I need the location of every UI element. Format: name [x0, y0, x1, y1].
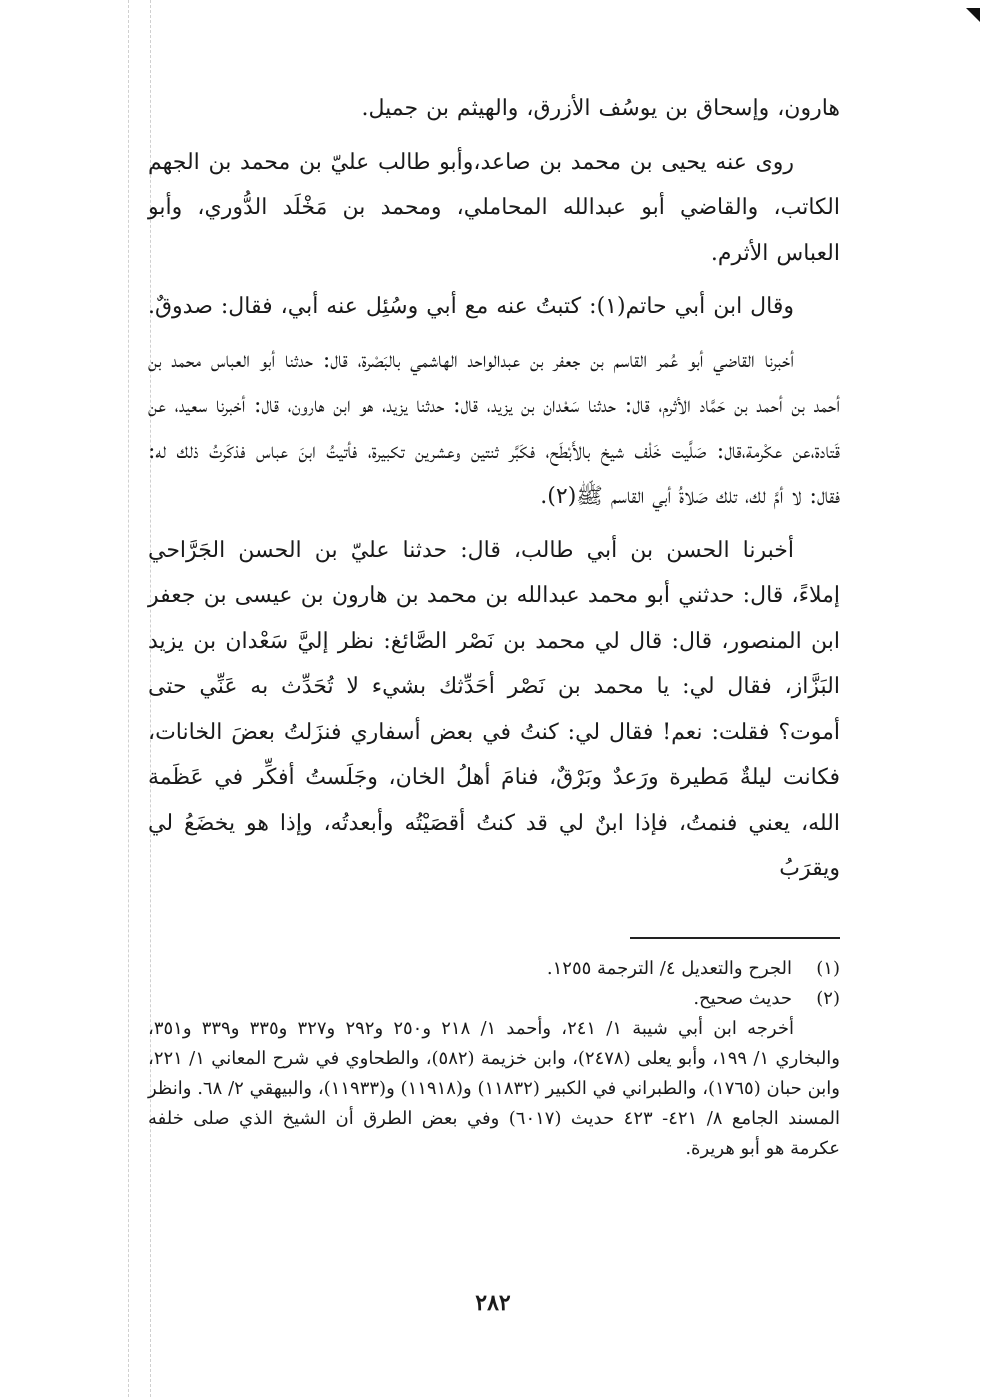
footnote-separator	[630, 937, 840, 939]
corner-marker	[966, 8, 980, 22]
paragraph-5: أخبرنا الحسن بن أبي طالب، قال: حدثنا عليّ بن الحسن الجَرَّاحي إملاءً، قال: حدثني أبو محمد عبدالله بن محمد بن هارون بن عيسى بن جعفر ابن المنصور، قال: قال لي محمد بن نَصْر الصَّائغ: نظر إليَّ سَعْدان بن يزيد البَزَّاز، فقال لي: يا محمد بن نَصْر أحَدِّثك بشيء لا تُحَدِّث به عَنِّي حتى أموت؟ فقلت: نعم! فقال لي: كنتُ في بعض أسفاري فنزَلتُ بعضَ الخانات، فكانت ليلةٌ مَطيرة ورَعدٌ وبَرْقٌ، فنامَ أهلُ الخان، وجَلَستُ أفكِّر في عَظَمة الله، يعني فنمتُ، فإذا ابنٌ لي قد كنتُ أقصَيْتُه وأبعدتُه، وإذا هو يخضَعُ لي ويقرَبُ	[148, 537, 840, 881]
footnote-text: حديث صحيح.	[693, 988, 792, 1009]
paragraph-4: أخبرنا القاضي أبو عُمر القاسم بن جعفر بن عبدالواحد الهاشمي بالبَصْرة، قال: حدثنا أبو العباس محمد بن أحمد بن أحمد بن حَمَّاد الأثرم، قال: حدثنا سَعْدان بن يزيد، قال: حدثنا يزيد، هو ابن هارون، قال: أخبرنا سعيد، عن قَتادة،عن عكْرمة،قال: صَلَّيت خَلْف شيخ بالأَبْطَح، فكَبَّر ثنتين وعشرين تكبيرة، فأتيتُ ابنَ عباس فذكَرتُ ذلك له: فقال: لا أمَّ لك، تلك صَلاةُ أبي القاسم ﷺ(٢).	[148, 347, 840, 509]
paragraph-3: وقال ابن أبي حاتم(١): كتبتُ عنه مع أبي وسُئِل عنه أبي، فقال: صدوقٌ.	[147, 294, 794, 319]
footnote-2-body: أخرجه ابن أبي شيبة ١/ ٢٤١، وأحمد ١/ ٢١٨ و٢٥٠ و٢٩٢ و٣٢٧ و٣٣٥ و٣٣٩ و٣٥١، والبخاري ١/ ١٩٩، وأبو يعلى (٢٤٧٨)، وابن خزيمة (٥٨٢)، والطحاوي في شرح المعاني ١/ ٢٢١، وابن حبان (١٧٦٥)، والطبراني في الكبير (١١٨٣٢) و(١١٩١٨) و(١١٩٣٣)، والبيهقي ٢/ ٦٨. وانظر المسند الجامع ٨/ ٤٢١- ٤٢٣ حديث (٦٠١٧) وفي بعض الطرق أن الشيخ الذي صلى خلفه عكرمة هو أبو هريرة.	[148, 1018, 840, 1159]
footnote-number: (١)	[816, 958, 840, 979]
page-number: ٢٨٢	[475, 1290, 511, 1316]
footnote-1	[148, 954, 840, 984]
scan-dotted-line	[128, 0, 129, 1397]
footnote-2	[148, 984, 840, 1014]
main-text	[148, 86, 840, 900]
footnotes	[148, 954, 840, 1164]
footnote-number: (٢)	[816, 988, 840, 1009]
paragraph-1: هارون، وإسحاق بن يوسُف الأزرق، والهيثم بن جميل.	[361, 96, 840, 121]
footnote-text: الجرح والتعديل ٤/ الترجمة ١٢٥٥.	[546, 958, 792, 979]
paragraph-2: روى عنه يحيى بن محمد بن صاعد،وأبو طالب عليّ بن محمد بن الجهم الكاتب، والقاضي أبو عبدالله المحاملي، ومحمد بن مَخْلَد الدُّوري، وأبو العباس الأثرم.	[148, 149, 840, 266]
